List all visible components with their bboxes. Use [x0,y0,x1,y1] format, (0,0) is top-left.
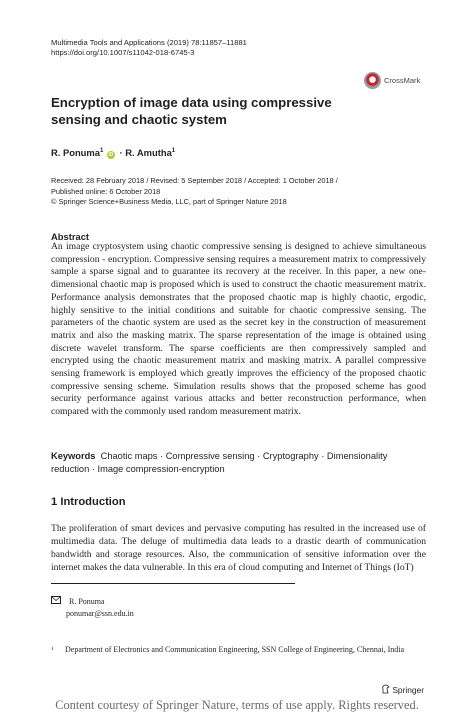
envelope-icon [51,596,61,604]
dates-line: Published online: 6 October 2018 [51,186,161,196]
affiliation [51,644,426,657]
abstract-heading: Abstract [51,231,90,242]
footnote-divider [51,583,295,584]
crossmark-icon [364,72,381,89]
journal-line: Multimedia Tools and Applications (2019) 78:11857–11881 [51,38,247,47]
introduction-text: The proliferation of smart devices and pervasive computing has resulted in the increased use of multimedia data. The deluge of multimedia data leads to a drastic dearth of communication bandwidth and storage resources. Also, the communication of sensitive information over the internet makes the data vulnerable. In this era of cloud computing and Internet of Things (IoT) [51,523,426,573]
affiliation-marker: 1 [99,147,104,154]
keywords-label: Keywords [51,451,96,461]
affiliation-text: Department of Electronics and Communication Engineering, SSN College of Engineering, Chennai, India [65,645,405,654]
copyright-line: © Springer Science+Business Media, LLC, part of Springer Nature 2018 [51,197,287,206]
springer-wordmark: Springer [392,685,424,695]
author-name[interactable]: R. Ponuma [51,147,100,158]
journal-citation [51,38,247,58]
affiliation-number: 1 [51,646,54,652]
abstract-text: An image cryptosystem using chaotic compressive sensing is designed to achieve simultaneous compression - encryption. Compressive sensing requires a measurement matrix to compressively sample a sparse signal and to guarantee its recovery at the receiver. In this paper, a new one-dimensional chaotic map is proposed which is used to construct the chaotic measurement matrix. Performance analysis demonstrates that the proposed chaotic map is highly chaotic, ergodic, highly sensitive to the initial conditions and suitable for chaotic compressive sensing. The parameters of the chaotic system are used as the secret key in the construction of measurement matrix and also the masking matrix. The sparse representation of the image is obtained using discrete wavelet transform. The sparse coefficients are then compressively sampled and encrypted using the chaotic measurement matrix and masking matrix. A parallel compressive sensing framework is employed which greatly improves the efficiency of the proposed chaotic compressive sensing scheme. Simulation results shows that the proposed scheme has good security performance against various attacks and better reconstruction performance, when compared with the commonly used random measurement matrix. [51,241,426,418]
corresponding-author [51,596,134,619]
orcid-icon[interactable]: iD [108,152,114,158]
publication-dates [51,176,338,208]
doi-link[interactable]: https://doi.org/10.1007/s11042-018-6745-3 [51,48,195,57]
author-line [51,147,175,159]
affiliation-marker: 1 [171,147,176,154]
dates-line: Received: 28 February 2018 / Revised: 5 September 2018 / Accepted: 1 October 2018 / [51,176,338,185]
corresponding-author-email[interactable]: ponumar@ssn.edu.in [66,608,134,618]
corresponding-author-name: R. Ponuma [69,597,105,606]
article-title: Encryption of image data using compressive sensing and chaotic system [51,95,332,127]
courtesy-notice: Content courtesy of Springer Nature, terms of use apply. Rights reserved. [55,698,419,712]
author-name[interactable]: R. Amutha [125,147,172,158]
crossmark-label: CrossMark [384,76,421,85]
section-heading: 1 Introduction [51,496,126,508]
springer-horse-icon [381,684,390,696]
author-separator: · [116,147,126,158]
keywords [51,450,426,475]
crossmark-badge[interactable] [364,72,434,92]
springer-logo [381,684,424,696]
keywords-list: Chaotic maps · Compressive sensing · Cryptography · Dimensionality reduction · Image compression-encryption [51,451,388,474]
